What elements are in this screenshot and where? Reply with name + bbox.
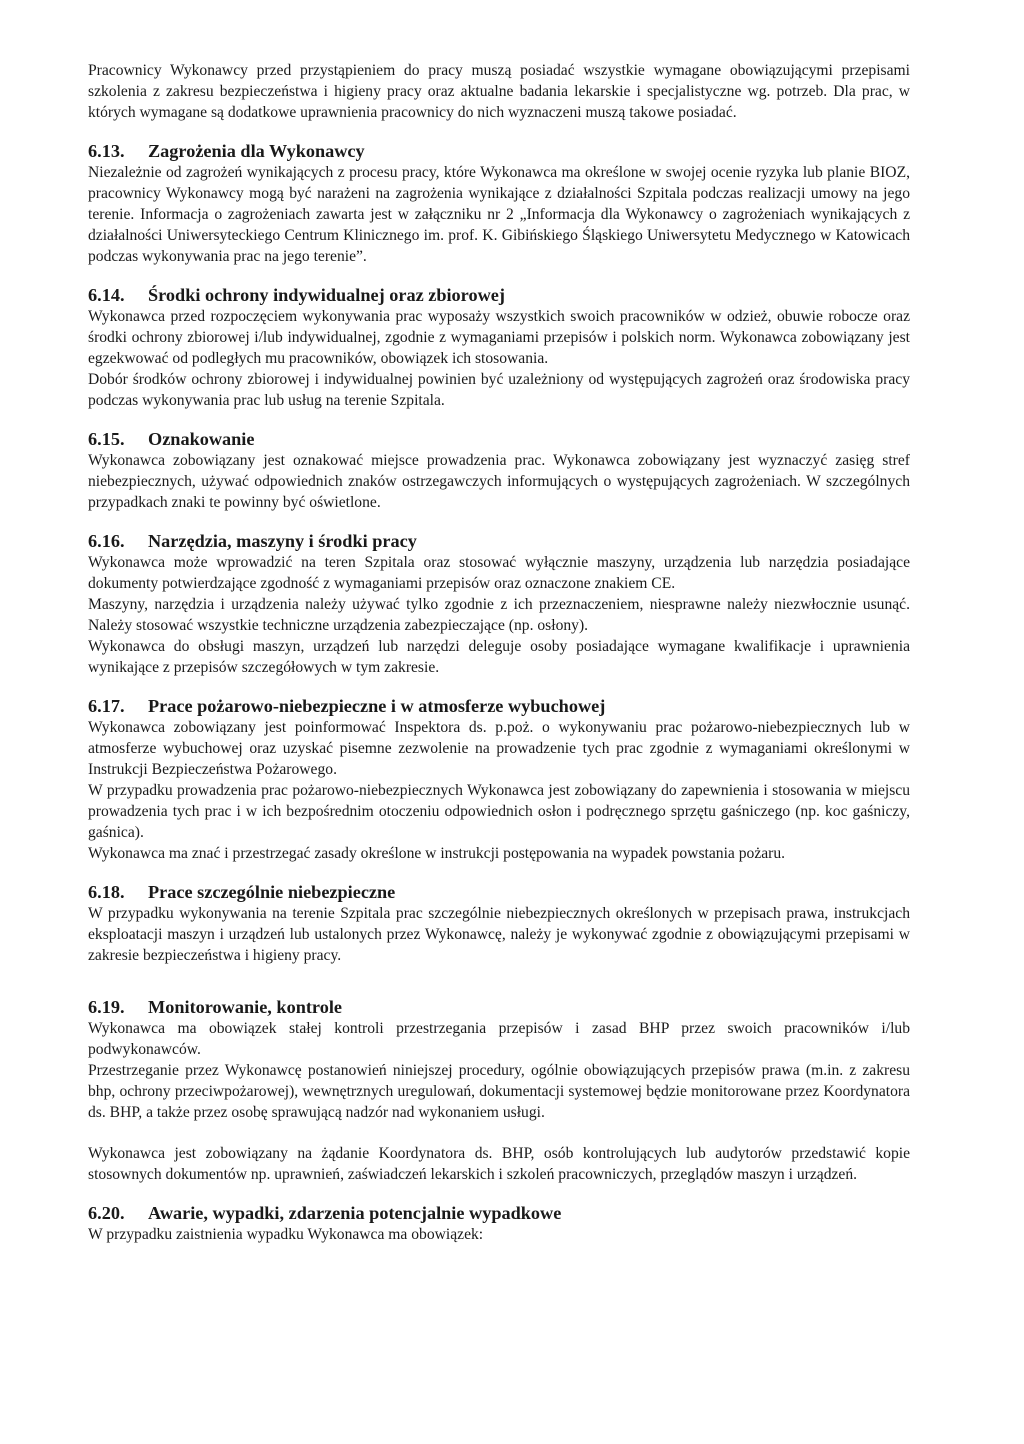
- intro-paragraph: Pracownicy Wykonawcy przed przystąpieniem do pracy muszą posiadać wszystkie wymagane obowiązującymi przepisami szkolenia z zakresu bezpieczeństwa i higieny pracy oraz aktualne badania lekarskie i specjalistyczne wg. potrzeb. Dla prac, w których wymagane są dodatkowe uprawnienia pracownicy do nich wyznaczeni muszą takowe posiadać.: [88, 62, 910, 121]
- section-title: Awarie, wypadki, zdarzenia potencjalnie wypadkowe: [148, 1203, 562, 1223]
- section-paragraph: Wykonawca ma obowiązek stałej kontroli przestrzegania przepisów i zasad BHP przez swoich pracowników i/lub podwykonawców.: [88, 1020, 910, 1058]
- section-paragraph: W przypadku zaistnienia wypadku Wykonawca ma obowiązek:: [88, 1226, 484, 1243]
- section-title: Środki ochrony indywidualnej oraz zbiorowej: [148, 285, 505, 305]
- section-paragraph: W przypadku wykonywania na terenie Szpitala prac szczególnie niebezpiecznych określonych w przepisach prawa, instrukcjach eksploatacji maszyn i urządzeń lub ustalonych przez Wykonawcę, należy je wykonywać zgodnie z obowiązującymi przepisami w zakresie bezpieczeństwa i higieny pracy.: [88, 905, 910, 964]
- section-number: 6.15.: [88, 429, 125, 449]
- section-title: Oznakowanie: [148, 429, 255, 449]
- section-title: Prace szczególnie niebezpieczne: [148, 882, 396, 902]
- section-heading: [88, 882, 910, 903]
- section-paragraph: Wykonawca do obsługi maszyn, urządzeń lub narzędzi deleguje osoby posiadające wymagane kwalifikacje i uprawnienia wynikające z przepisów szczegółowych w tym zakresie.: [88, 638, 910, 676]
- section-heading: [88, 141, 910, 162]
- section-paragraph: W przypadku prowadzenia prac pożarowo-niebezpiecznych Wykonawca jest zobowiązany do zapewnienia i stosowania w miejscu prowadzenia tych prac i w ich bezpośrednim otoczeniu odpowiednich osłon i podręcznego sprzętu gaśniczego (np. koc gaśniczy, gaśnica).: [88, 782, 910, 841]
- section-title: Narzędzia, maszyny i środki pracy: [148, 531, 417, 551]
- section-paragraph: Niezależnie od zagrożeń wynikających z procesu pracy, które Wykonawca ma określone w swojej ocenie ryzyka lub planie BIOZ, pracownicy Wykonawcy mogą być narażeni na zagrożenia wynikające z działalności Szpitala podczas realizacji umowy na jego terenie. Informacja o zagrożeniach zawarta jest w załączniku nr 2 „Informacja dla Wykonawcy o zagrożeniach wynikających z działalności Uniwersyteckiego Centrum Klinicznego im. prof. K. Gibińskiego Śląskiego Uniwersytetu Medycznego w Katowicach podczas wykonywania prac na jego terenie”.: [88, 164, 910, 265]
- section-title: Zagrożenia dla Wykonawcy: [148, 141, 365, 161]
- section-number: 6.19.: [88, 997, 125, 1017]
- section-heading: [88, 696, 910, 717]
- section-heading: [88, 285, 910, 306]
- section-paragraph: Wykonawca może wprowadzić na teren Szpitala oraz stosować wyłącznie maszyny, urządzenia lub narzędzia posiadające dokumenty potwierdzające zgodność z wymaganiami przepisów oraz oznaczone znakiem CE.: [88, 554, 910, 592]
- section-6-18: [88, 882, 910, 966]
- section-title: Monitorowanie, kontrole: [148, 997, 342, 1017]
- section-6-15: [88, 429, 910, 513]
- section-6-14: [88, 285, 910, 411]
- section-heading: [88, 1203, 910, 1224]
- section-6-13: [88, 141, 910, 267]
- document-page: [88, 60, 910, 1245]
- section-paragraph: Maszyny, narzędzia i urządzenia należy używać tylko zgodnie z ich przeznaczeniem, niesprawne należy niezwłocznie usunąć. Należy stosować wszystkie techniczne urządzenia zabezpieczające (np. osłony).: [88, 596, 910, 634]
- section-paragraph: Dobór środków ochrony zbiorowej i indywidualnej powinien być uzależniony od występujących zagrożeń oraz środowiska pracy podczas wykonywania prac lub usług na terenie Szpitala.: [88, 371, 910, 409]
- section-6-16: [88, 531, 910, 678]
- section-number: 6.20.: [88, 1203, 125, 1223]
- intro-section: [88, 60, 910, 123]
- section-number: 6.14.: [88, 285, 125, 305]
- section-heading: [88, 531, 910, 552]
- section-paragraph: Wykonawca przed rozpoczęciem wykonywania prac wyposaży wszystkich swoich pracowników w odzież, obuwie robocze oraz środki ochrony zbiorowej i/lub indywidualnej, zgodnie z wymaganiami przepisów i polskich norm. Wykonawca zobowiązany jest egzekwować od podległych mu pracowników, obowiązek ich stosowania.: [88, 308, 910, 367]
- section-paragraph: Wykonawca ma znać i przestrzegać zasady określone w instrukcji postępowania na wypadek powstania pożaru.: [88, 845, 786, 862]
- section-6-19: [88, 997, 910, 1185]
- section-title: Prace pożarowo-niebezpieczne i w atmosferze wybuchowej: [148, 696, 606, 716]
- section-number: 6.18.: [88, 882, 125, 902]
- section-paragraph: Wykonawca zobowiązany jest poinformować Inspektora ds. p.poż. o wykonywaniu prac pożarowo-niebezpiecznych lub w atmosferze wybuchowej oraz uzyskać pisemne zezwolenie na prowadzenie tych prac zgodnie z wymaganiami określonymi w Instrukcji Bezpieczeństwa Pożarowego.: [88, 719, 910, 778]
- section-paragraph: Wykonawca jest zobowiązany na żądanie Koordynatora ds. BHP, osób kontrolujących lub audytorów przedstawić kopie stosownych dokumentów np. uprawnień, zaświadczeń lekarskich i szkoleń pracowniczych, przeglądów maszyn i urządzeń.: [88, 1145, 910, 1183]
- section-heading: [88, 997, 910, 1018]
- section-6-17: [88, 696, 910, 864]
- section-paragraph: Wykonawca zobowiązany jest oznakować miejsce prowadzenia prac. Wykonawca zobowiązany jest wyznaczyć zasięg stref niebezpiecznych, używać odpowiednich znaków ostrzegawczych informujących o występujących zagrożeniach. W szczególnych przypadkach znaki te powinny być oświetlone.: [88, 452, 910, 511]
- section-6-20: [88, 1203, 910, 1245]
- section-heading: [88, 429, 910, 450]
- section-number: 6.17.: [88, 696, 125, 716]
- section-paragraph: Przestrzeganie przez Wykonawcę postanowień niniejszej procedury, ogólnie obowiązujących przepisów prawa (m.in. z zakresu bhp, ochrony przeciwpożarowej), wewnętrznych uregulowań, dokumentacji systemowej będzie monitorowane przez Koordynatora ds. BHP, a także przez osobę sprawującą nadzór nad wykonaniem usługi.: [88, 1062, 910, 1121]
- section-number: 6.13.: [88, 141, 125, 161]
- section-number: 6.16.: [88, 531, 125, 551]
